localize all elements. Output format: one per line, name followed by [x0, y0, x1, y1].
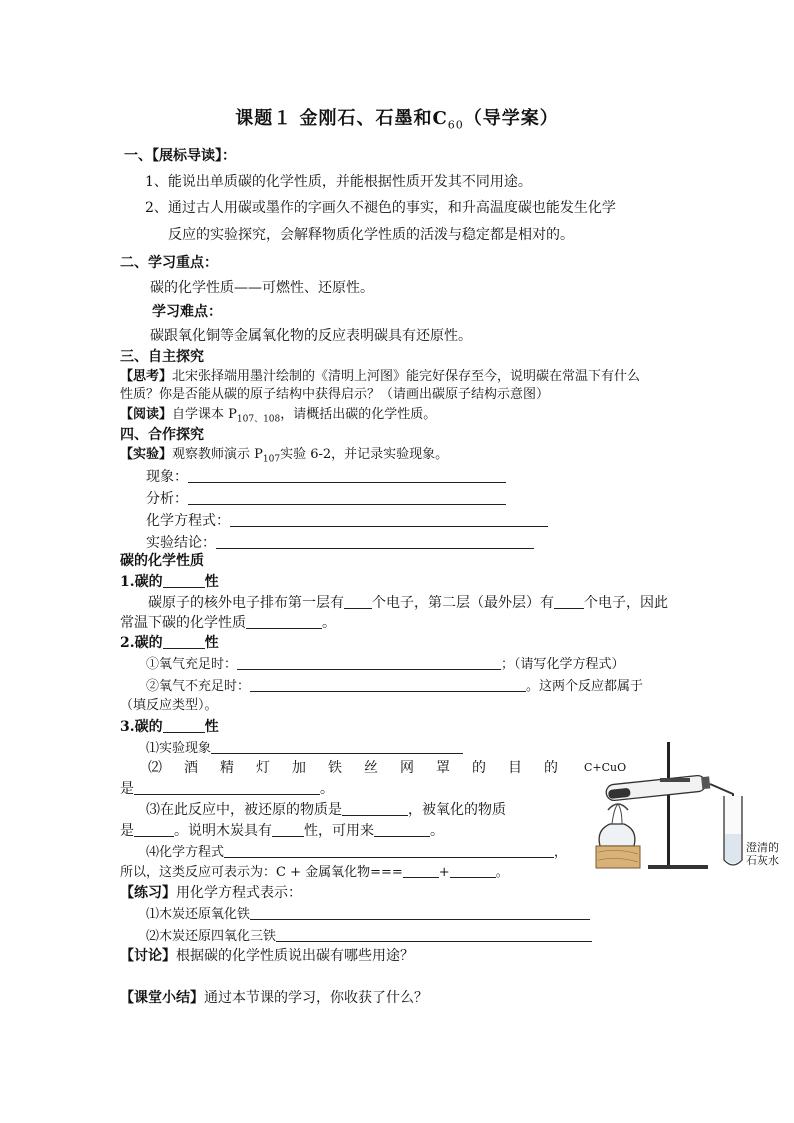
flame	[612, 804, 622, 824]
stand-rod	[667, 742, 670, 868]
section-focus-heading: 二、学习重点：	[120, 255, 218, 271]
goal-item-1: 1、能说出单质碳的化学性质，并能根据性质开发其不同用途。	[145, 174, 532, 190]
prop-3-heading: 3.碳的 性	[120, 719, 219, 735]
equation-field: 化学方程式：	[146, 512, 548, 530]
discuss-line: 【讨论】根据碳的化学性质说出碳有哪些用途？	[120, 948, 414, 964]
charcoal-use-blank[interactable]	[374, 822, 430, 837]
conclusion-field: 实验结论：	[146, 534, 534, 552]
limewater-liquid	[725, 834, 741, 864]
prop-3-purpose-answer: 是 。	[120, 781, 334, 797]
prop-3-general-form: 所以，这类反应可表示为：C + 金属氧化物=== + 。	[120, 865, 509, 880]
prop-3-phenomenon: ⑴实验现象	[146, 739, 463, 758]
page-title: 课题１ 金刚石、石墨和$C_{60}$（导学案）	[235, 108, 559, 132]
limewater-label-2: 石灰水	[746, 854, 779, 867]
oxygen-full-equation-blank[interactable]	[237, 655, 501, 670]
apparatus-figure	[578, 738, 792, 872]
focus-point: 碳的化学性质——可燃性、还原性。	[150, 280, 374, 296]
product-1-blank[interactable]	[403, 863, 439, 878]
experiment-line: 【实验】观察教师演示 $P_{107}$实验 6-2，并记录实验现象。	[120, 447, 449, 465]
prop-3-phenomenon-blank[interactable]	[211, 739, 463, 754]
limewater-label-1: 澄清的	[746, 841, 779, 854]
prop-3-equation-line: ⑷化学方程式 ，	[146, 845, 568, 860]
clamp	[660, 778, 690, 782]
oxygen-lack-equation-blank[interactable]	[250, 677, 526, 692]
prop-3-purpose-line: ⑵ 酒 精 灯 加 铁 丝 网 罩 的 目 的	[148, 760, 558, 776]
practice-2-blank[interactable]	[276, 927, 592, 942]
prop-2-heading: 2.碳的 性	[120, 635, 219, 651]
think-line-2: 性质？你是否能从碳的原子结构中获得启示？（请画出碳原子结构示意图）	[120, 387, 550, 402]
difficulty-text: 碳跟氧化铜等金属氧化物的反应表明碳具有还原性。	[150, 328, 472, 344]
prop-3-blank[interactable]	[163, 718, 205, 733]
prop-3-oxidized-line: 是 。说明木炭具有 性，可用来 。	[120, 823, 444, 839]
analysis-field: 分析：	[146, 490, 506, 508]
layer-1-electrons-blank[interactable]	[344, 594, 372, 609]
purpose-blank[interactable]	[134, 780, 320, 795]
section-self-study-heading: 三、自主探究	[120, 349, 204, 365]
difficulty-heading: 学习难点：	[152, 304, 222, 320]
prop-1-blank[interactable]	[163, 573, 205, 588]
goal-item-2-cont: 反应的实验探究，会解释物质化学性质的活泼与稳定都是相对的。	[168, 227, 574, 243]
prop-2-blank[interactable]	[163, 634, 205, 649]
prop-2-reaction-type: （填反应类型）。	[120, 698, 218, 713]
props-heading: 碳的化学性质	[120, 553, 204, 569]
prop-1-line-1: 碳原子的核外电子排布第一层有 个电子，第二层（最外层）有 个电子，因此	[148, 595, 668, 611]
reduced-substance-blank[interactable]	[342, 801, 408, 816]
summary-line: 【课堂小结】通过本节课的学习，你收获了什么？	[120, 990, 428, 1006]
practice-item-2: ⑵木炭还原四氧化三铁	[146, 927, 592, 946]
stability-blank[interactable]	[246, 614, 322, 629]
section-coop-heading: 四、合作探究	[120, 427, 204, 443]
practice-item-1: ⑴木炭还原氧化铁	[146, 905, 590, 924]
phenomenon-blank[interactable]	[188, 468, 506, 483]
prop-3-reduced-line: ⑶在此反应中，被还原的物质是 ，被氧化的物质	[146, 802, 506, 818]
wood-block	[596, 846, 640, 868]
alcohol-lamp	[599, 824, 635, 846]
prop-3-equation-blank[interactable]	[224, 843, 554, 858]
analysis-blank[interactable]	[188, 490, 506, 505]
prop-2-oxygen-full: ①氧气充足时： ；（请写化学方程式）	[146, 657, 625, 672]
layer-2-electrons-blank[interactable]	[554, 594, 584, 609]
reagent-label: C+CuO	[584, 761, 627, 774]
think-line-1: 【思考】北宋张择端用墨汁绘制的《清明上河图》能完好保存至今，说明碳在常温下有什么	[120, 369, 641, 384]
conclusion-blank[interactable]	[216, 534, 534, 549]
prop-1-line-2: 常温下碳的化学性质 。	[120, 615, 336, 631]
phenomenon-field: 现象：	[146, 468, 506, 486]
goal-item-2: 2、通过古人用碳或墨作的字画久不褪色的事实，和升高温度碳也能发生化学	[145, 200, 616, 216]
read-line: 【阅读】自学课本 $P_{107、108}$，请概括出碳的化学性质。	[120, 407, 437, 425]
test-tube	[605, 774, 710, 801]
practice-1-blank[interactable]	[250, 905, 590, 920]
equation-blank[interactable]	[230, 512, 548, 527]
product-2-blank[interactable]	[450, 863, 496, 878]
prop-1-heading: 1.碳的 性	[120, 574, 219, 590]
section-goals-heading: 一、【展标导读】：	[124, 148, 236, 164]
practice-line: 【练习】用化学方程式表示：	[120, 885, 302, 901]
stand-base	[648, 865, 708, 869]
oxidized-substance-blank[interactable]	[134, 822, 174, 837]
charcoal-property-blank[interactable]	[272, 822, 304, 837]
prop-2-oxygen-lack: ②氧气不充足时： 。这两个反应都属于	[146, 679, 644, 694]
